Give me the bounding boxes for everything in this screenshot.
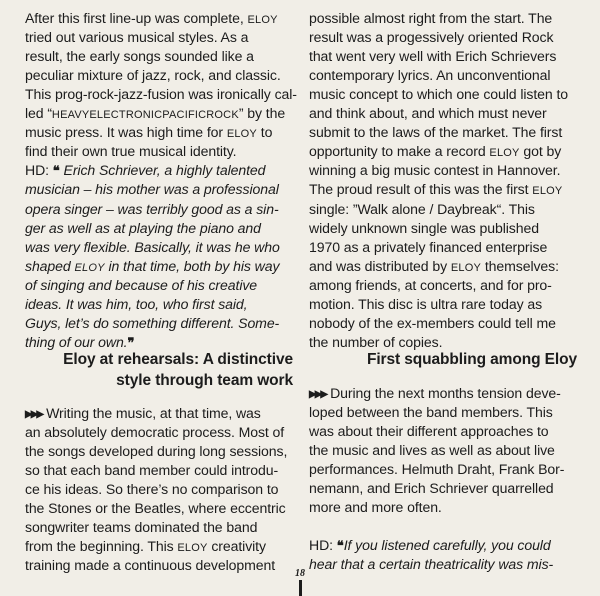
text-run: and was distributed by [309, 257, 451, 274]
text-line [309, 460, 564, 478]
text-line [309, 498, 442, 516]
section-heading-line: style through team work [116, 372, 293, 389]
text-run: single: ”Walk alone / Daybreak“. This [309, 200, 535, 217]
text-run: among friends, at concerts, and for pro- [309, 276, 552, 293]
text-line [25, 66, 281, 84]
text-run: HD: [25, 162, 53, 179]
text-run: the number of copies. [309, 333, 443, 350]
text-run: got by [519, 143, 562, 160]
text-line [309, 161, 560, 179]
quote-text: Erich Schriever, a highly talented [59, 162, 266, 179]
text-line [25, 161, 265, 180]
text-line [25, 200, 279, 218]
text-line [25, 404, 261, 424]
text-run: tried out various musical styles. As a [25, 29, 249, 46]
text-line [25, 142, 236, 160]
text-run: creativity [207, 538, 266, 555]
quote-text: shaped [25, 257, 75, 274]
text-run: the songs developed during long sessions, [25, 443, 288, 460]
text-run: to [256, 124, 273, 141]
text-run: led “ [25, 105, 52, 122]
text-run: HD: [309, 537, 337, 554]
text-line [25, 238, 280, 256]
text-line [25, 556, 275, 574]
text-run: ce his ideas. So there’s no comparison to [25, 481, 279, 498]
quote-text: was very flexible. Basically, it was he who [25, 238, 280, 255]
text-line [309, 536, 551, 555]
text-line [309, 333, 442, 351]
text-run: find their own true musical identity. [25, 143, 237, 160]
text-line [25, 28, 248, 46]
text-run: opportunity to make a record [309, 143, 490, 160]
text-line [309, 295, 542, 313]
text-line [309, 276, 552, 294]
text-run: During the next months tension deve- [330, 385, 561, 401]
text-line [25, 180, 279, 198]
text-line [309, 9, 552, 27]
quote-text: opera singer – was terribly good as a sin- [25, 200, 279, 217]
text-line [25, 257, 279, 277]
text-run: was about their different approaches to [309, 423, 549, 440]
text-run: winning a big music contest in Hannover. [309, 162, 561, 179]
paragraph-arrows-icon: ▶▶▶ [25, 409, 43, 420]
text-line [309, 180, 562, 200]
text-run: the Stones or the Beatles, where eccentric [25, 500, 286, 517]
small-caps-text: ELOY [450, 261, 482, 274]
text-line [309, 66, 550, 84]
text-run: The proud result of this was the first [309, 181, 533, 198]
text-run: loped between the band members. This [309, 404, 553, 421]
text-line [309, 257, 559, 277]
text-run: peculiar mixture of jazz, rock, and classic. [25, 67, 281, 84]
text-run: submit to the laws of the market. The first [309, 124, 563, 141]
text-line [25, 104, 285, 124]
text-run: music press. It was high time for [25, 124, 227, 141]
text-run: that went very well with Erich Schrievers [309, 48, 557, 65]
paragraph-arrows-icon: ▶▶▶ [309, 389, 327, 400]
text-run: nobody of the ex-members could tell me [309, 314, 556, 331]
page-number: 18 [295, 568, 305, 579]
quote-text: hear that a certain theatricality was mis- [309, 556, 554, 573]
text-line [25, 9, 278, 29]
text-line [309, 104, 547, 122]
text-line [309, 200, 535, 218]
text-run: an absolutely democratic process. Most of [25, 424, 285, 441]
text-run: and think about, and which must never [309, 105, 547, 122]
small-caps-text: ELOY [177, 542, 208, 555]
text-line [309, 441, 555, 459]
quote-text: If you listened carefully, you could [343, 537, 551, 554]
quote-text: of singing and because of his creative [25, 276, 258, 293]
text-line [309, 555, 553, 573]
small-caps-text: ELOY [532, 185, 563, 198]
text-run: so that each band member could introdu- [25, 462, 279, 479]
text-line [25, 47, 254, 65]
text-run: more and more often. [309, 499, 442, 516]
text-line [309, 28, 553, 46]
quote-mark-icon: ❞ [127, 334, 135, 350]
text-line [309, 123, 562, 141]
text-line [309, 142, 561, 162]
text-line [25, 423, 284, 441]
text-run: music concept to which one could listen to [309, 86, 569, 103]
text-run: 1970 as a privately financed enterprise [309, 238, 548, 255]
text-line [25, 295, 247, 313]
small-caps-text: HEAVYELECTRONICPACIFICROCK [51, 109, 239, 122]
text-run: training made a continuous development [25, 557, 276, 574]
quote-text: ger as well as at playing the piano and [25, 219, 261, 236]
text-line [309, 47, 556, 65]
text-line [309, 219, 539, 237]
quote-text: Guys, let’s do something different. Some- [25, 314, 280, 331]
quote-mark-icon: ❝ [52, 163, 60, 179]
text-line [309, 403, 553, 421]
text-run: result was a progessively oriented Rock [309, 29, 554, 46]
quote-text: thing of our own. [25, 333, 128, 350]
text-line [25, 333, 134, 352]
text-line [25, 537, 266, 557]
small-caps-text: ELOY [74, 261, 105, 274]
text-run: After this first line-up was complete, [25, 10, 248, 26]
text-line [25, 314, 279, 332]
text-line [25, 499, 286, 517]
text-run: performances. Helmuth Draht, Frank Bor- [309, 461, 565, 478]
small-caps-text: ELOY [226, 128, 257, 141]
text-run: the music and lives as well as about live [309, 442, 555, 459]
quote-mark-icon: ❝ [336, 538, 344, 554]
text-run: songwriter teams dominated the band [25, 519, 258, 536]
text-line [25, 442, 287, 460]
text-run: Writing the music, at that time, was [46, 405, 261, 421]
small-caps-text: ELOY [489, 147, 520, 160]
text-run: contemporary lyrics. An unconventional [309, 67, 551, 84]
text-line [25, 518, 257, 536]
section-heading-line: First squabbling among Eloy [366, 351, 577, 368]
text-run: possible almost right from the start. The [309, 10, 553, 26]
text-line [25, 461, 278, 479]
text-run: ” by the [238, 105, 286, 122]
section-heading-line: Eloy at rehearsals: A distinctive [63, 351, 293, 368]
quote-text: in that time, both by his way [104, 257, 280, 274]
text-line [309, 479, 554, 497]
text-line [309, 422, 549, 440]
text-run: themselves: [481, 257, 559, 274]
text-line [25, 276, 257, 294]
text-line [309, 85, 568, 103]
text-run: This prog-rock-jazz-fusion was ironically cal- [25, 86, 297, 103]
text-line [25, 123, 272, 143]
text-run: from the beginning. This [25, 538, 178, 555]
text-line [309, 314, 556, 332]
text-run: motion. This disc is ultra rare today as [309, 295, 543, 312]
small-caps-text: ELOY [247, 14, 278, 26]
text-line [309, 384, 561, 404]
text-run: widely unknown single was published [309, 219, 539, 236]
text-line [25, 480, 278, 498]
quote-text: musician – his mother was a professional [25, 181, 279, 198]
text-run: result, the early songs sounded like a [25, 48, 254, 65]
quote-text: ideas. It was him, too, who first said, [25, 295, 248, 312]
text-run: nemann, and Erich Schriever quarrelled [309, 480, 554, 497]
text-line [25, 219, 261, 237]
text-line [25, 85, 297, 103]
page-marker-bar [299, 580, 302, 596]
text-line [309, 238, 547, 256]
